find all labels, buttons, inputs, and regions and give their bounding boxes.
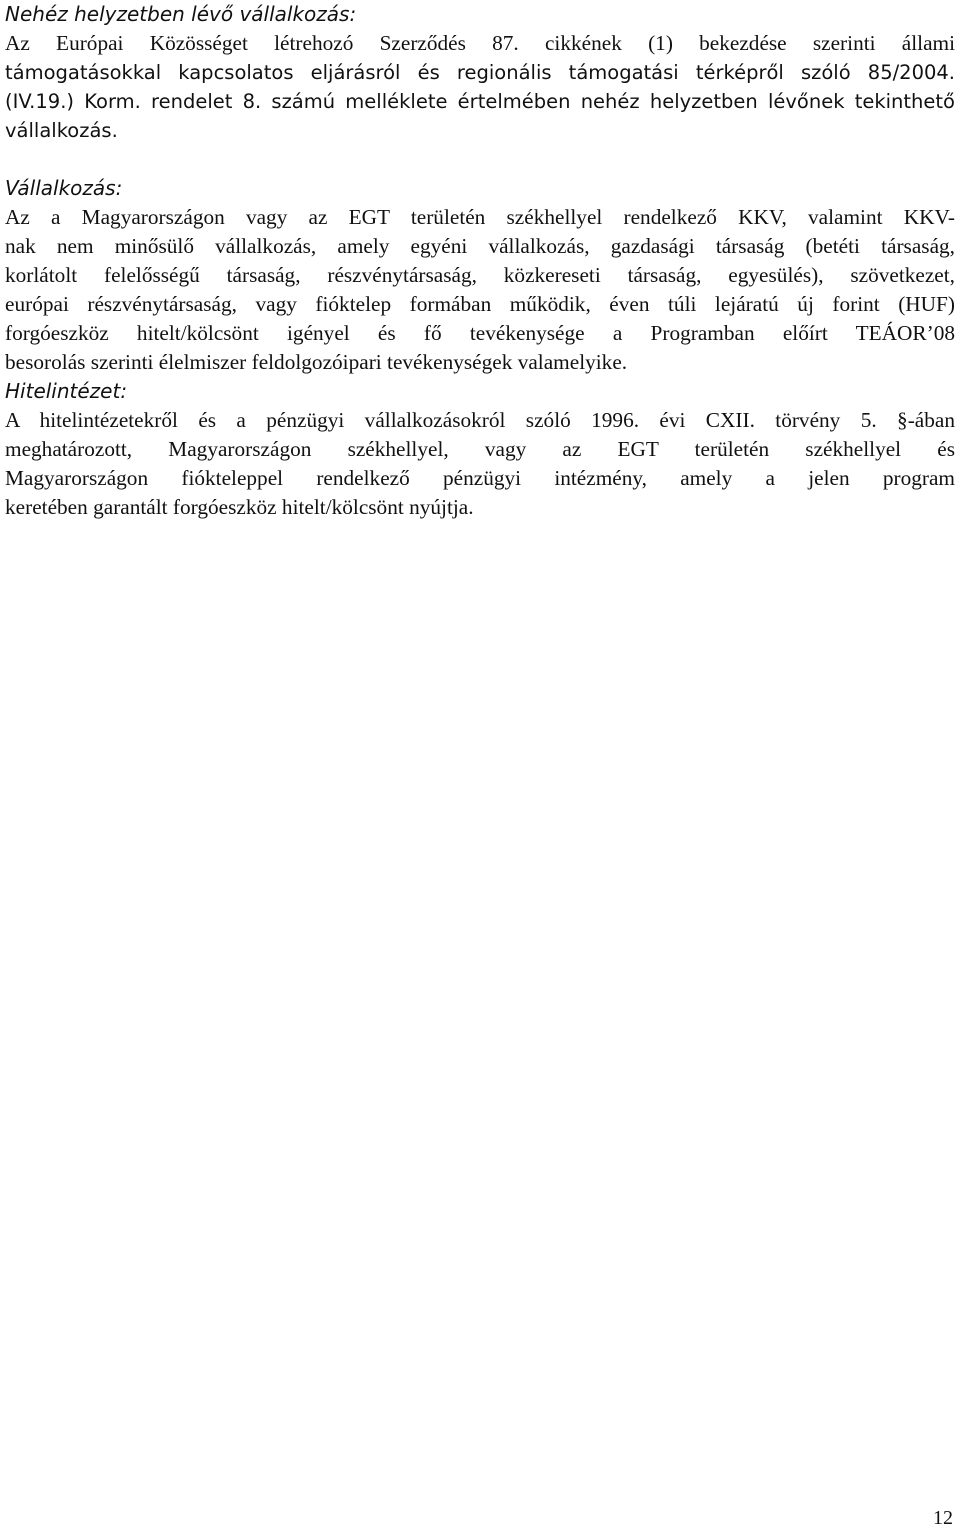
definition-credit-institution bbox=[5, 377, 955, 522]
text-line: korlátolt felelősségű társaság, részvénytársaság, közkereseti társaság, egyesülés), szövetkezet, bbox=[5, 263, 955, 287]
text-line: (IV.19.) Korm. rendelet 8. számú melléklete értelmében nehéz helyzetben lévőnek tekinthető bbox=[5, 90, 955, 113]
definition-enterprise bbox=[5, 174, 955, 377]
text-line: európai részvénytársaság, vagy fióktelep formában működik, éven túli lejáratú új forint (HUF) bbox=[5, 292, 955, 316]
text-line: besorolás szerinti élelmiszer feldolgozóipari tevékenységek valamelyike. bbox=[5, 350, 628, 374]
paragraph-gap bbox=[5, 145, 955, 174]
page-number: 12 bbox=[933, 1507, 953, 1529]
text-line: keretében garantált forgóeszköz hitelt/kölcsönt nyújtja. bbox=[5, 495, 474, 519]
text-line: A hitelintézetekről és a pénzügyi vállalkozásokról szóló 1996. évi CXII. törvény 5. §-ában bbox=[5, 408, 955, 432]
text-line: nak nem minősülő vállalkozás, amely egyéni vállalkozás, gazdasági társaság (betéti társaság, bbox=[5, 234, 955, 258]
definition-text bbox=[5, 29, 955, 145]
definition-term: Vállalkozás: bbox=[5, 176, 123, 200]
definition-term: Hitelintézet: bbox=[5, 379, 128, 403]
text-line: Az Európai Közösséget létrehozó Szerződés 87. cikkének (1) bekezdése szerinti állami bbox=[5, 31, 955, 55]
definition-text bbox=[5, 203, 955, 377]
text-line: támogatásokkal kapcsolatos eljárásról és regionális támogatási térképről szóló 85/2004. bbox=[5, 61, 955, 84]
definition-distressed-enterprise bbox=[5, 0, 955, 145]
text-line: vállalkozás. bbox=[5, 119, 118, 142]
text-line: meghatározott, Magyarországon székhellyel, vagy az EGT területén székhellyel és bbox=[5, 437, 955, 461]
text-line: Az a Magyarországon vagy az EGT területén székhellyel rendelkező KKV, valamint KKV- bbox=[5, 205, 955, 229]
document-page bbox=[5, 0, 955, 522]
text-line: forgóeszköz hitelt/kölcsönt igényel és fő tevékenysége a Programban előírt TEÁOR’08 bbox=[5, 321, 955, 345]
definition-text bbox=[5, 406, 955, 522]
definition-term: Nehéz helyzetben lévő vállalkozás: bbox=[5, 2, 357, 26]
text-line: Magyarországon fiókteleppel rendelkező pénzügyi intézmény, amely a jelen program bbox=[5, 466, 955, 490]
